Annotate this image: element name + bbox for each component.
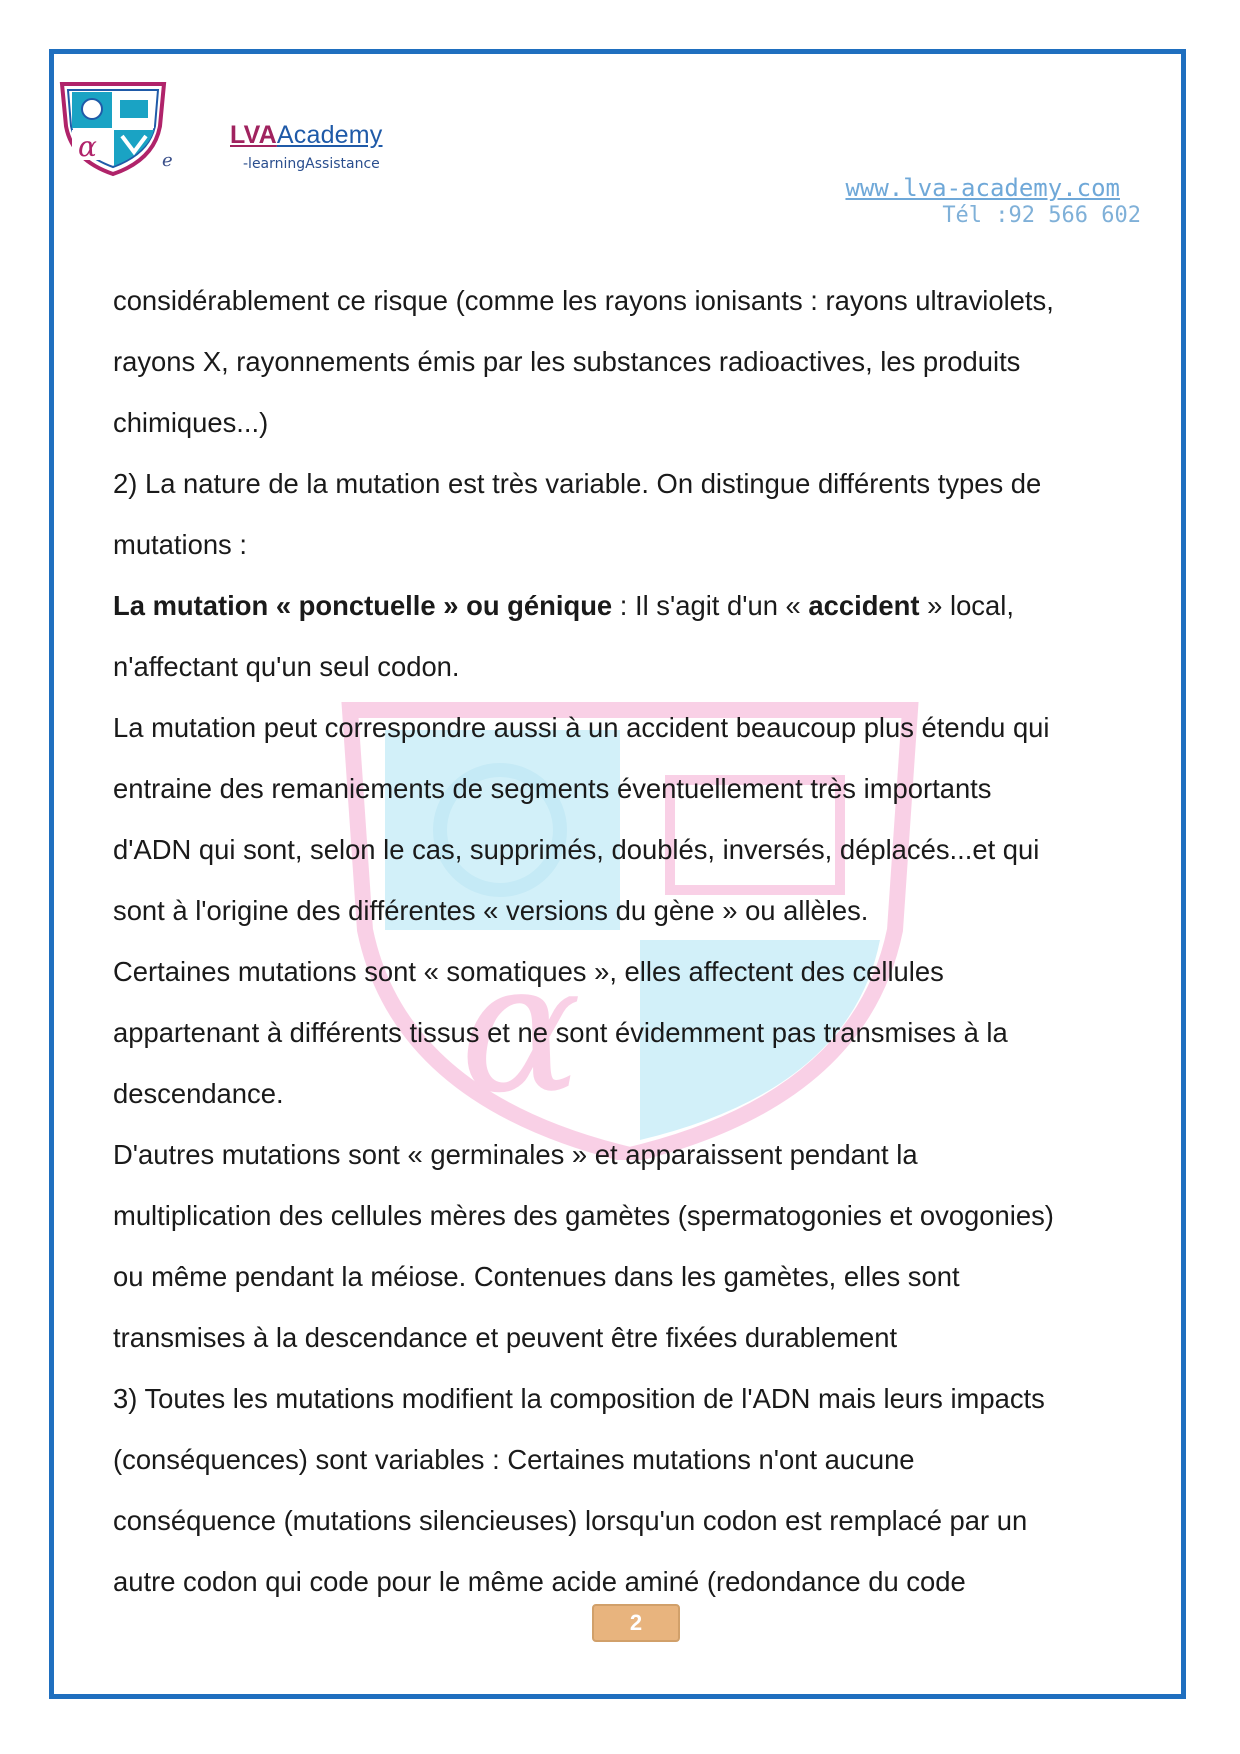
text-line: (conséquences) sont variables : Certaines mutations n'ont aucune (113, 1444, 915, 1475)
text-fragment: : Il s'agit d'un « (612, 590, 809, 621)
text-line: autre codon qui code pour le même acide aminé (redondance du code (113, 1566, 966, 1597)
text-line-mutation-definition (113, 575, 1173, 636)
text-line: 3) Toutes les mutations modifient la composition de l'ADN mais leurs impacts (113, 1383, 1045, 1414)
text-fragment: » local, (919, 590, 1014, 621)
text-line: descendance. (113, 1078, 284, 1109)
text-line: d'ADN qui sont, selon le cas, supprimés, doublés, inversés, déplacés...et qui (113, 834, 1040, 865)
text-line: chimiques...) (113, 407, 269, 438)
text-line: rayons X, rayonnements émis par les substances radioactives, les produits (113, 346, 1021, 377)
text-line: transmises à la descendance et peuvent être fixées durablement (113, 1322, 898, 1353)
phone-number: Tél :92 566 602 (942, 203, 1141, 228)
academy-logo-icon (56, 78, 170, 178)
text-line: D'autres mutations sont « germinales » et apparaissent pendant la (113, 1139, 918, 1170)
text-line: n'affectant qu'un seul codon. (113, 651, 460, 682)
brand-lva: LVA (230, 121, 277, 149)
text-line: La mutation peut correspondre aussi à un accident beaucoup plus étendu qui (113, 712, 1050, 743)
page-number-badge: 2 (592, 1604, 680, 1642)
text-line: 2) La nature de la mutation est très variable. On distingue différents types de (113, 468, 1042, 499)
bold-term: La mutation « ponctuelle » ou génique (113, 590, 613, 621)
text-line: conséquence (mutations silencieuses) lorsqu'un codon est remplacé par un (113, 1505, 1028, 1536)
text-line: appartenant à différents tissus et ne sont évidemment pas transmises à la (113, 1017, 1008, 1048)
bold-term: accident (808, 590, 920, 621)
svg-text:α: α (78, 130, 97, 163)
text-line: Certaines mutations sont « somatiques », elles affectent des cellules (113, 956, 944, 987)
text-line: considérablement ce risque (comme les rayons ionisants : rayons ultraviolets, (113, 285, 1054, 316)
brand-tagline: -learningAssistance (243, 156, 380, 172)
document-body (113, 270, 1173, 1612)
text-line: sont à l'origine des différentes « versions du gène » ou allèles. (113, 895, 869, 926)
text-line: ou même pendant la méiose. Contenues dans les gamètes, elles sont (113, 1261, 960, 1292)
logo-letter: e (162, 150, 173, 171)
brand-name (230, 121, 383, 150)
text-line: multiplication des cellules mères des gamètes (spermatogonies et ovogonies) (113, 1200, 1054, 1231)
website-link[interactable]: www.lva-academy.com (845, 174, 1120, 202)
text-line: mutations : (113, 529, 247, 560)
text-line: entraine des remaniements de segments éventuellement très importants (113, 773, 992, 804)
brand-academy: Academy (276, 121, 383, 149)
svg-text:α: α (460, 924, 582, 1133)
